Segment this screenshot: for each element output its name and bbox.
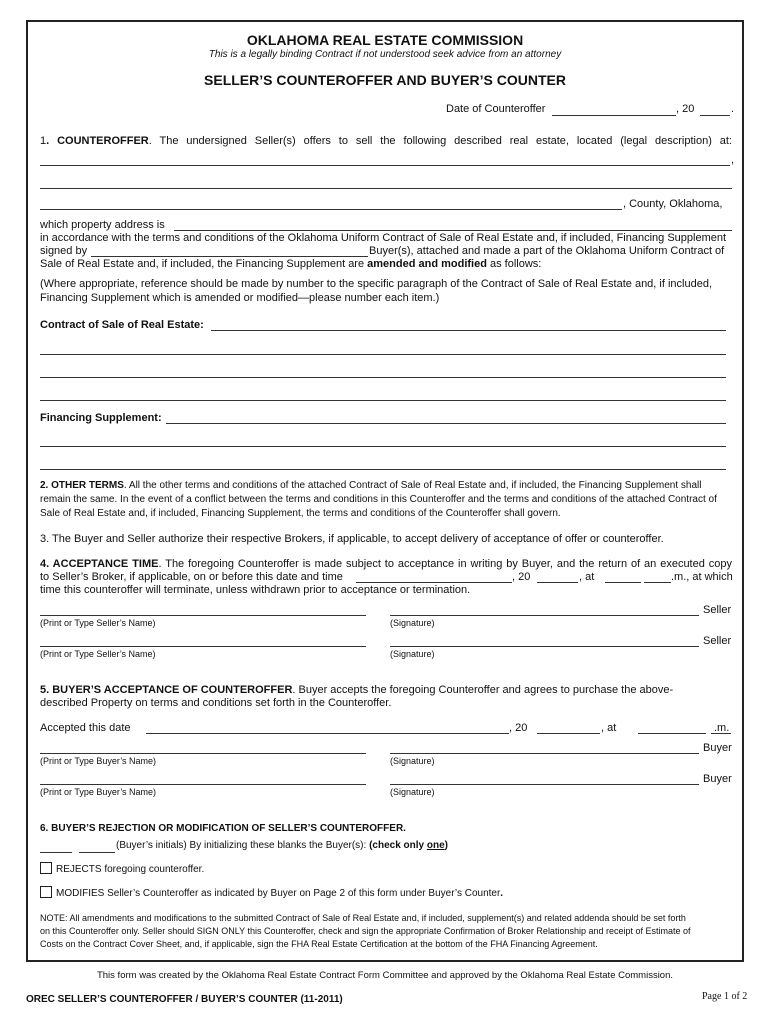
financing-field-1[interactable] (166, 423, 726, 424)
section4-line-2: to Seller’s Broker, if applicable, on or before this date and time (40, 571, 343, 583)
section2-line-3: Sale of Real Estate and, if included, Financing Supplement, the terms and conditions of the Counteroffer shall govern. (40, 508, 561, 519)
commission-title: OKLAHOMA REAL ESTATE COMMISSION (246, 32, 524, 48)
seller1-label: Seller (703, 604, 732, 616)
contract-field-4[interactable] (40, 400, 726, 401)
seller2-name-field[interactable] (40, 646, 366, 647)
address-label: which property address is (40, 219, 165, 231)
buyer2-signature-field[interactable] (390, 784, 699, 785)
accepted-label: Accepted this date (40, 722, 131, 734)
accepted-time-field[interactable] (638, 733, 706, 734)
section5-heading: 5. BUYER’S ACCEPTANCE OF COUNTEROFFER (40, 684, 293, 696)
buyer2-name-field[interactable] (40, 784, 366, 785)
counteroffer-date-field[interactable] (552, 115, 676, 116)
section2-line-1: 2. OTHER TERMS. All the other terms and conditions of the attached Contract of Sale of Real Estate and, if included, the Financing Supplement shall (40, 480, 702, 491)
acceptance-date-field[interactable] (356, 582, 512, 583)
page-number: Page 1 of 2 (702, 991, 748, 1002)
amended-line: Sale of Real Estate and, if included, the Financing Supplement are amended and modified as follows: (40, 258, 542, 270)
legal-description-line-1[interactable] (40, 165, 730, 166)
acceptance-time-field[interactable] (605, 582, 641, 583)
note-line-1: NOTE: All amendments and modifications to the submitted Contract of Sale of Real Estate and, if included, supplement(s) and related addenda should be set forth (40, 913, 686, 923)
seller1-name-field[interactable] (40, 615, 366, 616)
buyer1-initials-field[interactable] (40, 852, 72, 853)
county-label: , County, Oklahoma, (623, 198, 723, 210)
buyers-attached-text: Buyer(s), attached and made a part of the Oklahoma Uniform Contract of (369, 245, 725, 257)
rejects-checkbox[interactable] (40, 862, 52, 874)
financing-label: Financing Supplement: (40, 412, 162, 424)
date-year-prefix: , 20 (676, 103, 695, 115)
seller1-signature-field[interactable] (390, 615, 699, 616)
contract-field-3[interactable] (40, 377, 726, 378)
form-title: SELLER’S COUNTEROFFER AND BUYER’S COUNTER (204, 72, 566, 88)
form-id: OREC SELLER’S COUNTEROFFER / BUYER’S COUNTER (11-2011) (26, 994, 343, 1005)
legal-description-line-2[interactable] (40, 188, 732, 189)
section4-line-1: 4. ACCEPTANCE TIME. The foregoing Counteroffer is made subject to acceptance in writing by Buyer, and the return of an executed copy (40, 558, 733, 570)
footer-created-text: This form was created by the Oklahoma Real Estate Contract Form Committee and approved by the Oklahoma Real Estate Commission. (96, 970, 674, 981)
where-appropriate-1: (Where appropriate, reference should be made by number to the specific paragraph of the Contract of Sale of Real Estate and, if included, (40, 278, 712, 290)
rejects-label: REJECTS foregoing counteroffer. (56, 864, 205, 875)
page-border (26, 20, 744, 962)
signed-by-label: signed by (40, 245, 88, 257)
section1-heading: . COUNTEROFFER (46, 135, 149, 147)
initials-text: (Buyer’s initials) By initializing these blanks the Buyer(s): (check only one) (116, 840, 449, 851)
signed-by-field[interactable] (91, 256, 368, 257)
section5-line-2: described Property on terms and conditions set forth in the Counteroffer. (40, 697, 392, 709)
seller2-label: Seller (703, 635, 732, 647)
seller2-signature-field[interactable] (390, 646, 699, 647)
section3-text: 3. The Buyer and Seller authorize their respective Brokers, if applicable, to accept delivery of acceptance of offer or counteroffer. (40, 533, 664, 545)
buyer2-label: Buyer (703, 773, 732, 785)
counteroffer-year-field[interactable] (700, 115, 730, 116)
buyer1-signature-field[interactable] (390, 753, 699, 754)
acceptance-year-field[interactable] (537, 582, 578, 583)
buyer2-initials-field[interactable] (79, 852, 115, 853)
county-field[interactable] (40, 209, 622, 210)
modifies-label: MODIFIES Seller’s Counteroffer as indicated by Buyer on Page 2 of this form under Buyer’s Counter. (56, 888, 504, 899)
buyer1-name-field[interactable] (40, 753, 366, 754)
contract-field-2[interactable] (40, 354, 726, 355)
financing-field-2[interactable] (40, 446, 726, 447)
accepted-date-field[interactable] (146, 733, 509, 734)
where-appropriate-2: Financing Supplement which is amended or modified—please number each item.) (40, 292, 440, 304)
section5-line-1: 5. BUYER’S ACCEPTANCE OF COUNTEROFFER. Buyer accepts the foregoing Counteroffer and agrees to purchase the above- (40, 684, 674, 696)
accepted-year-field[interactable] (537, 733, 600, 734)
section2-heading: 2. OTHER TERMS (40, 480, 124, 491)
note-line-2: on this Counteroffer only. Seller should SIGN ONLY this Counteroffer, check and sign the appropriate Confirmation of Broker Relationship and receipt of Estimate of (40, 926, 691, 936)
contract-label: Contract of Sale of Real Estate: (40, 319, 204, 331)
section4-line-3: time this counteroffer will terminate, unless withdrawn prior to acceptance or termination. (40, 584, 471, 596)
section4-heading: 4. ACCEPTANCE TIME (40, 558, 159, 570)
contract-field-1[interactable] (211, 330, 726, 331)
section6-heading: 6. BUYER’S REJECTION OR MODIFICATION OF SELLER’S COUNTEROFFER. (40, 823, 406, 834)
modifies-checkbox[interactable] (40, 886, 52, 898)
financing-field-3[interactable] (40, 469, 726, 470)
acceptance-ampm-field[interactable] (644, 582, 671, 583)
section2-line-2: remain the same. In the event of a conflict between the terms and conditions in this Counteroffer and the terms and conditions of the attached Contract of (40, 494, 717, 505)
legal-disclaimer: This is a legally binding Contract if not understood seek advice from an attorney (208, 49, 562, 60)
buyer1-label: Buyer (703, 742, 732, 754)
section1-intro: 1. COUNTEROFFER. The undersigned Seller(s) offers to sell the following described real estate, located (legal description) at: (40, 135, 732, 147)
date-end: . (731, 103, 735, 115)
date-label: Date of Counteroffer (446, 103, 546, 115)
accordance-text: in accordance with the terms and conditions of the Oklahoma Uniform Contract of Sale of Real Estate and, if included, Financing Supplement (40, 232, 727, 244)
note-line-3: Costs on the Contract Cover Sheet, and, if applicable, sign the FHA Real Estate Certification at the bottom of the FHA Financing Agreement. (40, 939, 598, 949)
property-address-field[interactable] (174, 230, 732, 231)
